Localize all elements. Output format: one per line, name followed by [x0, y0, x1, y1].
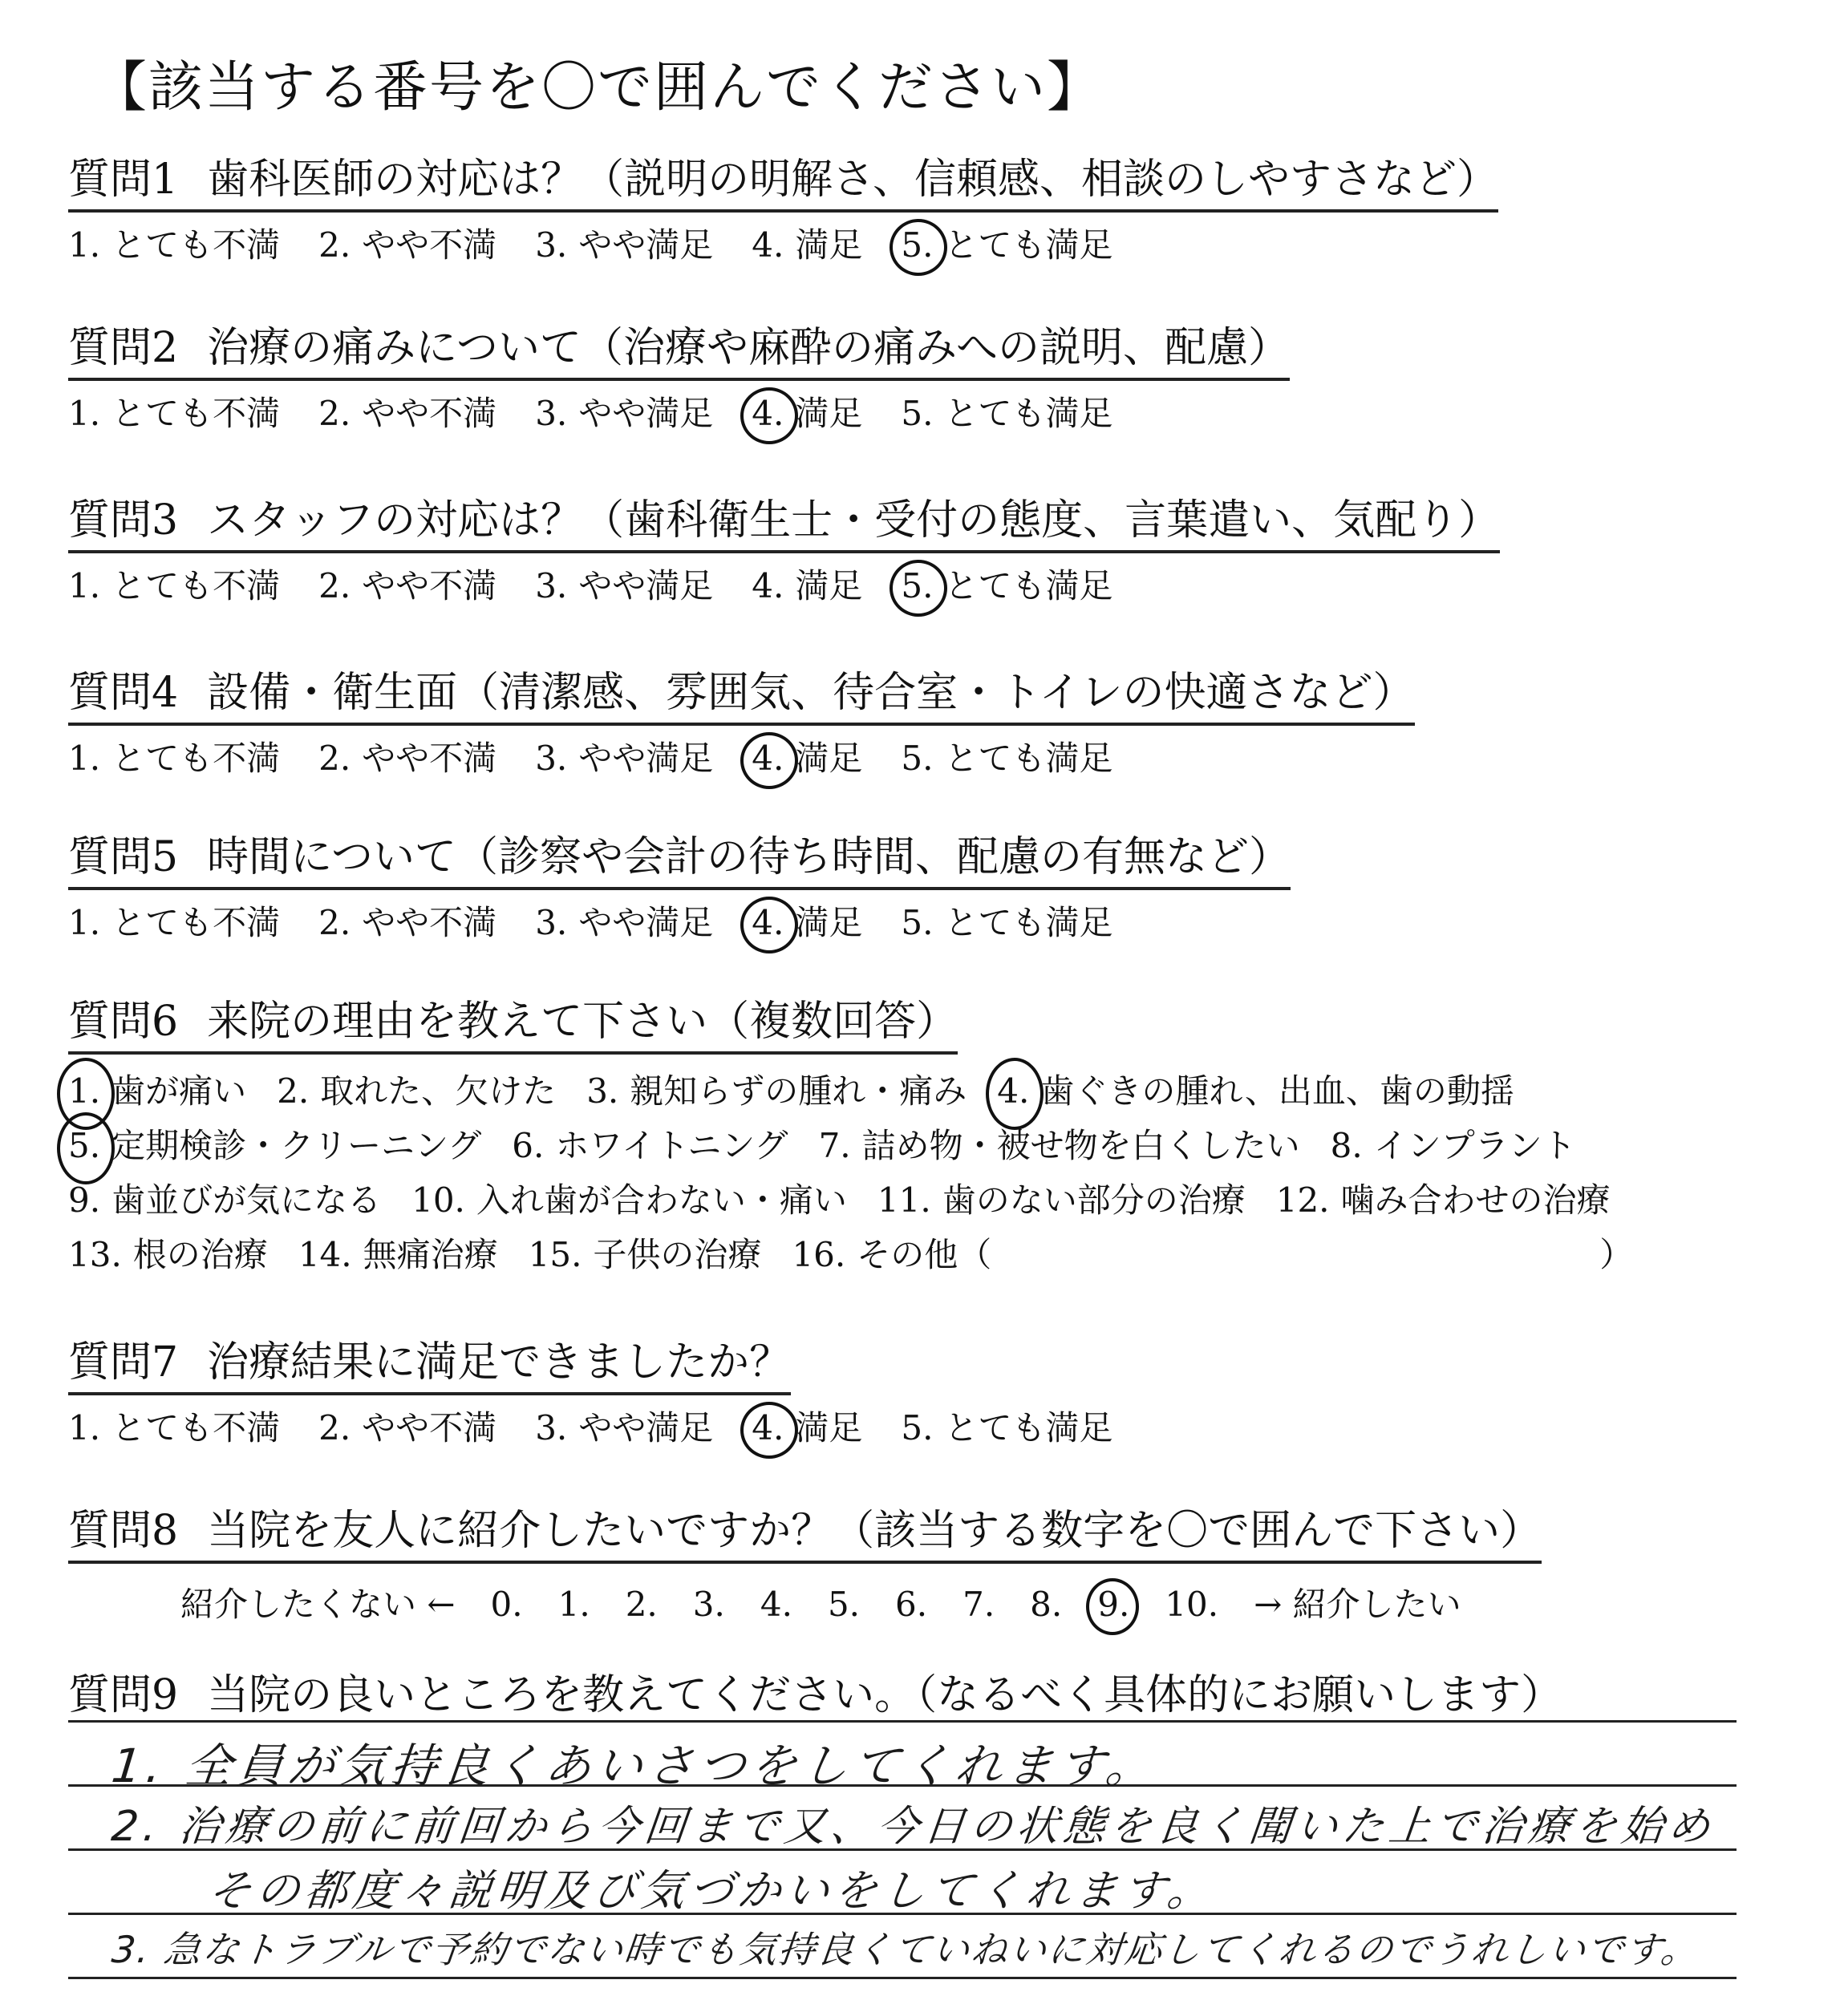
option-label: やや満足	[578, 738, 714, 778]
option-label: やや不満	[362, 738, 497, 778]
option-label: 満足	[795, 225, 863, 265]
rating-option[interactable]	[318, 387, 496, 435]
option-number: 5.	[68, 1119, 100, 1173]
option-label: 根の治療	[132, 1234, 268, 1274]
question-number: 質問3	[68, 496, 179, 545]
option-number: 6.	[512, 1125, 545, 1165]
option-number: 11.	[877, 1180, 931, 1220]
option-label: その他（	[857, 1234, 992, 1274]
option-label: とても満足	[944, 1407, 1113, 1447]
option-label: やや満足	[578, 902, 714, 942]
reason-options	[68, 1064, 1817, 1282]
option-number: 3.	[535, 393, 568, 433]
option-number: 2.	[318, 225, 351, 265]
question-text: 当院を友人に紹介したいですか？（該当する数字を〇で囲んで下さい）	[207, 1507, 1542, 1555]
question-number: 質問5	[68, 833, 179, 881]
reason-option[interactable]	[298, 1228, 498, 1282]
option-label: やや満足	[578, 565, 714, 605]
rating-option[interactable]	[318, 1402, 496, 1450]
reason-option[interactable]	[1331, 1119, 1576, 1173]
rating-option[interactable]	[752, 387, 862, 435]
option-number: 12.	[1275, 1180, 1330, 1220]
rating-options	[68, 219, 1498, 267]
option-number: 10.	[411, 1180, 465, 1220]
option-label: とても不満	[111, 738, 281, 778]
scale-value[interactable]: 9.	[1097, 1584, 1130, 1624]
option-label: やや不満	[362, 393, 497, 433]
option-label: 満足	[795, 738, 863, 778]
option-number: 2.	[318, 902, 351, 942]
option-label: 入れ歯が合わない・痛い	[476, 1180, 847, 1220]
option-number: 4.	[752, 393, 784, 433]
rating-option[interactable]	[68, 1402, 280, 1450]
scale-value[interactable]: 6.	[895, 1584, 928, 1624]
rating-option[interactable]	[535, 387, 713, 435]
reason-option[interactable]	[68, 1119, 481, 1173]
option-label: とても不満	[111, 393, 281, 433]
option-number: 8.	[1330, 1125, 1363, 1165]
handwritten-answer-4: 3. 急なトラブルで予約でない時でも気持良くていねいに対応してくれるのでうれしいです。	[109, 1928, 1702, 1971]
reason-option[interactable]	[997, 1064, 1514, 1119]
option-label: 満足	[795, 902, 863, 942]
other-close-paren: ）	[1599, 1234, 1634, 1274]
question-text: 歯科医師の対応は？（説明の明解さ、信頼感、相談のしやすさなど）	[207, 156, 1499, 204]
rating-option[interactable]	[318, 560, 496, 608]
rating-option[interactable]	[752, 219, 862, 267]
rating-options	[68, 1402, 1151, 1450]
handwritten-answer-3: その都度々説明及び気づかいをしてくれます。	[205, 1865, 1218, 1916]
reason-option[interactable]	[1276, 1173, 1611, 1228]
option-label: とても不満	[111, 225, 281, 265]
scale-left-label: 紹介したくない ←	[180, 1584, 456, 1624]
reason-option[interactable]	[68, 1064, 246, 1119]
reason-option[interactable]	[529, 1228, 762, 1282]
question-7	[68, 1339, 1151, 1450]
option-label: 子供の治療	[593, 1234, 762, 1274]
scale-value[interactable]: 5.	[827, 1584, 861, 1624]
option-number: 5.	[901, 565, 934, 605]
rating-options	[68, 387, 1290, 435]
rating-option[interactable]	[535, 1402, 713, 1450]
option-label: 定期検診・クリーニング	[111, 1125, 482, 1165]
option-label: とても満足	[944, 225, 1113, 265]
rating-options	[68, 897, 1291, 945]
option-label: 歯が痛い	[111, 1071, 247, 1111]
option-number: 5.	[901, 225, 934, 265]
question-text: 時間について（診察や会計の待ち時間、配慮の有無など）	[207, 833, 1291, 881]
form-header: 【該当する番号を〇で囲んでください】	[92, 56, 1104, 119]
option-number: 2.	[318, 738, 351, 778]
reason-option[interactable]	[877, 1173, 1246, 1228]
option-number: 1.	[68, 393, 101, 433]
option-label: ホワイトニング	[555, 1125, 788, 1165]
scale-value[interactable]: 8.	[1030, 1584, 1063, 1624]
option-label: とても不満	[111, 1407, 281, 1447]
option-number: 3.	[535, 738, 568, 778]
question-number: 質問6	[68, 998, 179, 1046]
option-label: 歯並びが気になる	[111, 1180, 382, 1220]
option-label: とても不満	[111, 902, 281, 942]
reason-option[interactable]	[586, 1064, 967, 1119]
option-label: 歯ぐきの腫れ、出血、歯の動揺	[1040, 1071, 1514, 1111]
option-number: 3.	[535, 1407, 568, 1447]
rating-option[interactable]	[68, 219, 280, 267]
option-label: 取れた、欠けた	[320, 1071, 557, 1111]
rating-option[interactable]	[901, 219, 1112, 267]
option-number: 16.	[792, 1234, 846, 1274]
option-number: 13.	[68, 1234, 122, 1274]
option-number: 1.	[68, 902, 101, 942]
option-number: 2.	[318, 565, 351, 605]
option-number: 1.	[68, 225, 101, 265]
option-number: 4.	[752, 738, 784, 778]
option-number: 15.	[528, 1234, 582, 1274]
question-9	[68, 1672, 1562, 1725]
rule-line	[68, 1720, 1737, 1723]
rating-option[interactable]	[68, 897, 280, 945]
question-number: 質問7	[68, 1338, 179, 1387]
scale-value[interactable]: 10.	[1165, 1584, 1219, 1624]
option-number: 2.	[277, 1071, 310, 1111]
option-number: 7.	[818, 1125, 851, 1165]
question-1	[68, 156, 1498, 267]
option-number: 14.	[298, 1234, 352, 1274]
option-label: やや不満	[362, 225, 497, 265]
option-label: とても満足	[944, 393, 1113, 433]
rating-option[interactable]	[752, 1402, 862, 1450]
rating-option[interactable]	[68, 732, 280, 780]
option-number: 1.	[68, 1064, 100, 1119]
option-number: 5.	[901, 1407, 934, 1447]
option-label: とても満足	[944, 738, 1113, 778]
scale-value[interactable]: 2.	[625, 1584, 658, 1624]
question-text: 当院の良いところを教えてください。（なるべく具体的にお願いします）	[207, 1671, 1563, 1719]
option-number: 5.	[901, 738, 934, 778]
option-label: やや不満	[362, 565, 497, 605]
scale-value[interactable]: 4.	[760, 1584, 792, 1624]
answer-lines	[68, 1720, 1737, 1985]
option-label: 満足	[795, 393, 863, 433]
option-number: 2.	[318, 393, 351, 433]
question-number: 質問9	[68, 1671, 179, 1719]
reason-option[interactable]	[819, 1119, 1300, 1173]
rating-option[interactable]	[901, 1402, 1112, 1450]
reason-option[interactable]	[512, 1119, 788, 1173]
question-number: 質問4	[68, 669, 179, 717]
option-number: 9.	[68, 1180, 101, 1220]
option-number: 3.	[535, 565, 568, 605]
scale-right-label: → 紹介したい	[1254, 1584, 1461, 1624]
option-label: やや不満	[362, 902, 497, 942]
reason-option[interactable]	[277, 1064, 556, 1119]
option-label: とても不満	[111, 565, 281, 605]
rating-option[interactable]	[901, 897, 1112, 945]
option-number: 4.	[752, 565, 784, 605]
rating-option[interactable]	[318, 897, 496, 945]
reason-option[interactable]	[792, 1228, 991, 1282]
option-label: 無痛治療	[363, 1234, 498, 1274]
reason-option[interactable]	[68, 1173, 381, 1228]
option-label: 親知らずの腫れ・痛み	[630, 1071, 967, 1111]
rating-option[interactable]	[68, 387, 280, 435]
option-label: 詰め物・被せ物を白くしたい	[861, 1125, 1300, 1165]
reason-option[interactable]	[68, 1228, 268, 1282]
option-number: 4.	[997, 1064, 1029, 1119]
option-number: 3.	[535, 902, 568, 942]
scale-value[interactable]: 3.	[692, 1584, 725, 1624]
rating-option[interactable]	[752, 732, 862, 780]
question-6	[68, 998, 1817, 1282]
option-label: 満足	[795, 565, 863, 605]
scale-value[interactable]: 0.	[490, 1584, 523, 1624]
question-2	[68, 325, 1290, 435]
option-label: 歯のない部分の治療	[942, 1180, 1246, 1220]
question-number: 質問2	[68, 324, 179, 372]
question-8	[68, 1508, 1542, 1626]
option-number: 4.	[752, 902, 784, 942]
rating-option[interactable]	[901, 732, 1112, 780]
rating-option[interactable]	[318, 219, 496, 267]
option-number: 1.	[68, 565, 101, 605]
reason-option[interactable]	[411, 1173, 847, 1228]
rating-option[interactable]	[535, 219, 713, 267]
option-number: 2.	[318, 1407, 351, 1447]
option-number: 4.	[752, 225, 784, 265]
question-text: 治療の痛みについて（治療や麻酔の痛みへの説明、配慮）	[207, 324, 1291, 372]
rating-option[interactable]	[901, 560, 1112, 608]
question-5	[68, 834, 1291, 945]
option-label: インプラント	[1373, 1125, 1576, 1165]
option-number: 3.	[586, 1071, 619, 1111]
option-label: やや満足	[578, 393, 714, 433]
rating-option[interactable]	[68, 560, 280, 608]
rating-option[interactable]	[752, 560, 862, 608]
option-label: 満足	[795, 1407, 863, 1447]
scale-value[interactable]: 7.	[962, 1584, 995, 1624]
rating-options	[68, 732, 1415, 780]
option-label: やや満足	[578, 225, 714, 265]
rating-option[interactable]	[535, 732, 713, 780]
option-label: 噛み合わせの治療	[1340, 1180, 1611, 1220]
recommend-scale	[68, 1578, 1542, 1626]
option-label: やや満足	[578, 1407, 714, 1447]
rating-option[interactable]	[752, 897, 862, 945]
question-number: 質問8	[68, 1507, 179, 1555]
option-label: とても満足	[944, 902, 1113, 942]
question-3	[68, 497, 1500, 608]
rating-option[interactable]	[318, 732, 496, 780]
rule-line	[68, 1977, 1737, 1979]
option-number: 1.	[68, 1407, 101, 1447]
question-text: 設備・衛生面（清潔感、雰囲気、待合室・トイレの快適さなど）	[207, 669, 1415, 717]
question-text: スタッフの対応は？（歯科衛生士・受付の態度、言葉遣い、気配り）	[207, 496, 1501, 545]
option-number: 3.	[535, 225, 568, 265]
option-number: 1.	[68, 738, 101, 778]
rating-option[interactable]	[535, 897, 713, 945]
option-label: やや不満	[362, 1407, 497, 1447]
question-4	[68, 670, 1415, 780]
rating-options	[68, 560, 1500, 608]
option-number: 5.	[901, 393, 934, 433]
question-number: 質問1	[68, 156, 179, 204]
question-text: 来院の理由を教えて下さい（複数回答）	[207, 998, 958, 1046]
question-text: 治療結果に満足できましたか？	[207, 1338, 792, 1387]
handwritten-answer-1: 1. 全員が気持良くあいさつをしてくれます。	[108, 1739, 1161, 1793]
option-label: とても満足	[944, 565, 1113, 605]
scale-value[interactable]: 1.	[557, 1584, 590, 1624]
handwritten-answer-2: 2. 治療の前に前回から今回まで又、今日の状態を良く聞いた上で治療を始め	[109, 1803, 1717, 1851]
option-number: 5.	[901, 902, 934, 942]
option-number: 4.	[752, 1407, 784, 1447]
rating-option[interactable]	[901, 387, 1112, 435]
rating-option[interactable]	[535, 560, 713, 608]
